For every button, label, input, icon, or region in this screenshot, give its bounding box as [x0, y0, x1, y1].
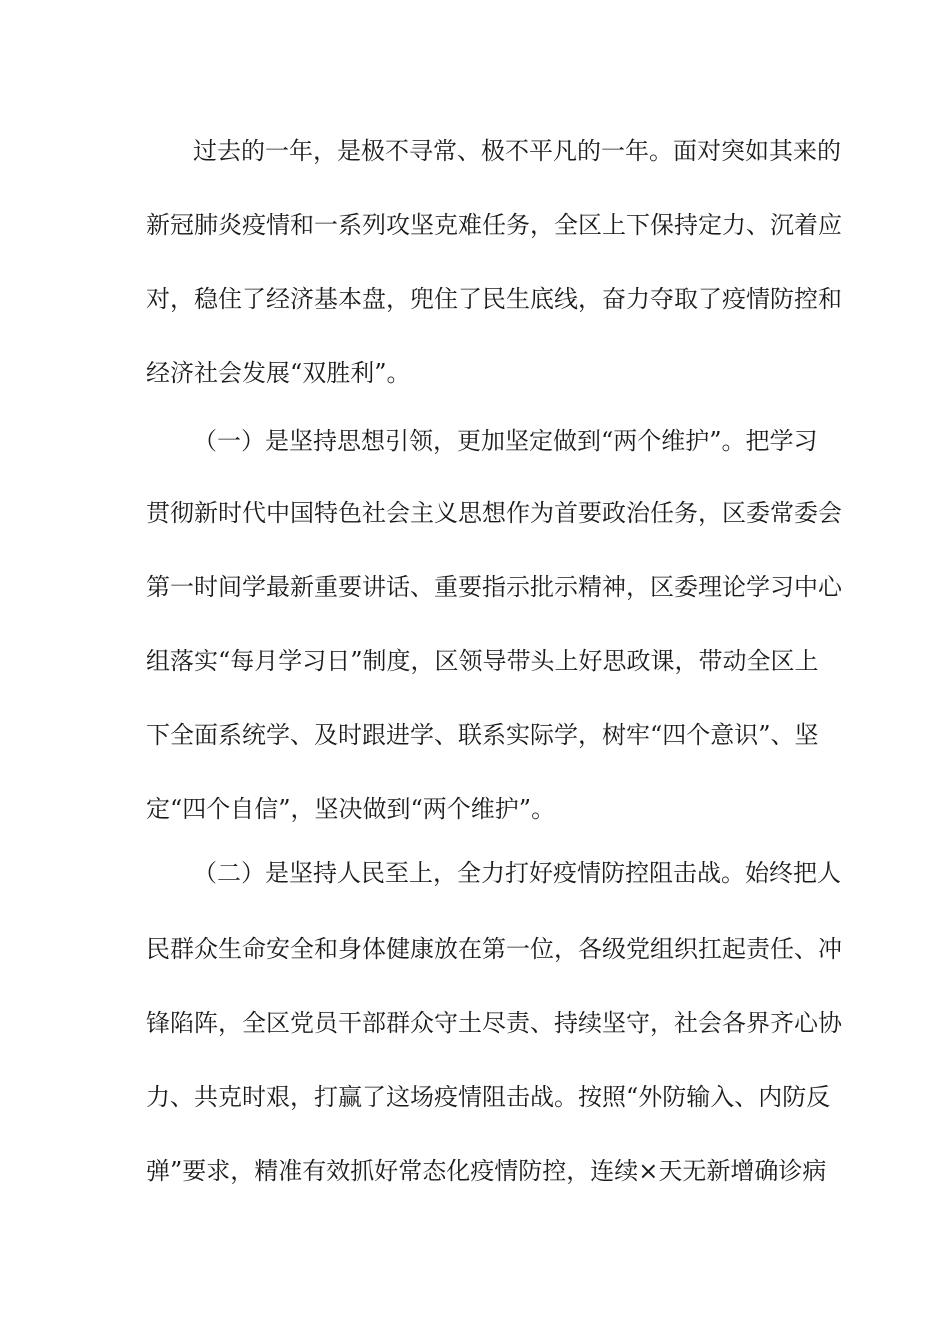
paragraph-line: （一）是坚持思想引领，更加坚定做到“两个维护”。把学习: [193, 427, 818, 455]
paragraph-line: 新冠肺炎疫情和一系列攻坚克难任务，全区上下保持定力、沉着应: [146, 211, 842, 239]
paragraph-line: 力、共克时艰，打赢了这场疫情阻击战。按照“外防输入、内防反: [146, 1083, 831, 1111]
paragraph-line: 锋陷阵，全区党员干部群众守土尽责、持续坚守，社会各界齐心协: [146, 1009, 842, 1037]
paragraph-line: 对，稳住了经济基本盘，兜住了民生底线，奋力夺取了疫情防控和: [146, 285, 842, 313]
paragraph-line: 下全面系统学、及时跟进学、联系实际学，树牢“四个意识”、坚: [146, 721, 819, 749]
paragraph-line: 贯彻新时代中国特色社会主义思想作为首要政治任务，区委常委会: [146, 499, 842, 527]
paragraph-line: 定“四个自信”，坚决做到“两个维护”。: [146, 795, 556, 823]
paragraph-line: 第一时间学最新重要讲话、重要指示批示精神，区委理论学习中心: [146, 573, 842, 601]
paragraph-line: 弹”要求，精准有效抓好常态化疫情防控，连续×天无新增确诊病: [146, 1157, 827, 1185]
paragraph-line: 民群众生命安全和身体健康放在第一位，各级党组织扛起责任、冲: [146, 935, 842, 963]
paragraph-line: 过去的一年，是极不寻常、极不平凡的一年。面对突如其来的: [193, 137, 841, 165]
paragraph-line: 经济社会发展“双胜利”。: [146, 359, 411, 387]
paragraph-line: 组落实“每月学习日”制度，区领导带头上好思政课，带动全区上: [146, 647, 819, 675]
paragraph-line: （二）是坚持人民至上，全力打好疫情防控阻击战。始终把人: [193, 859, 841, 887]
